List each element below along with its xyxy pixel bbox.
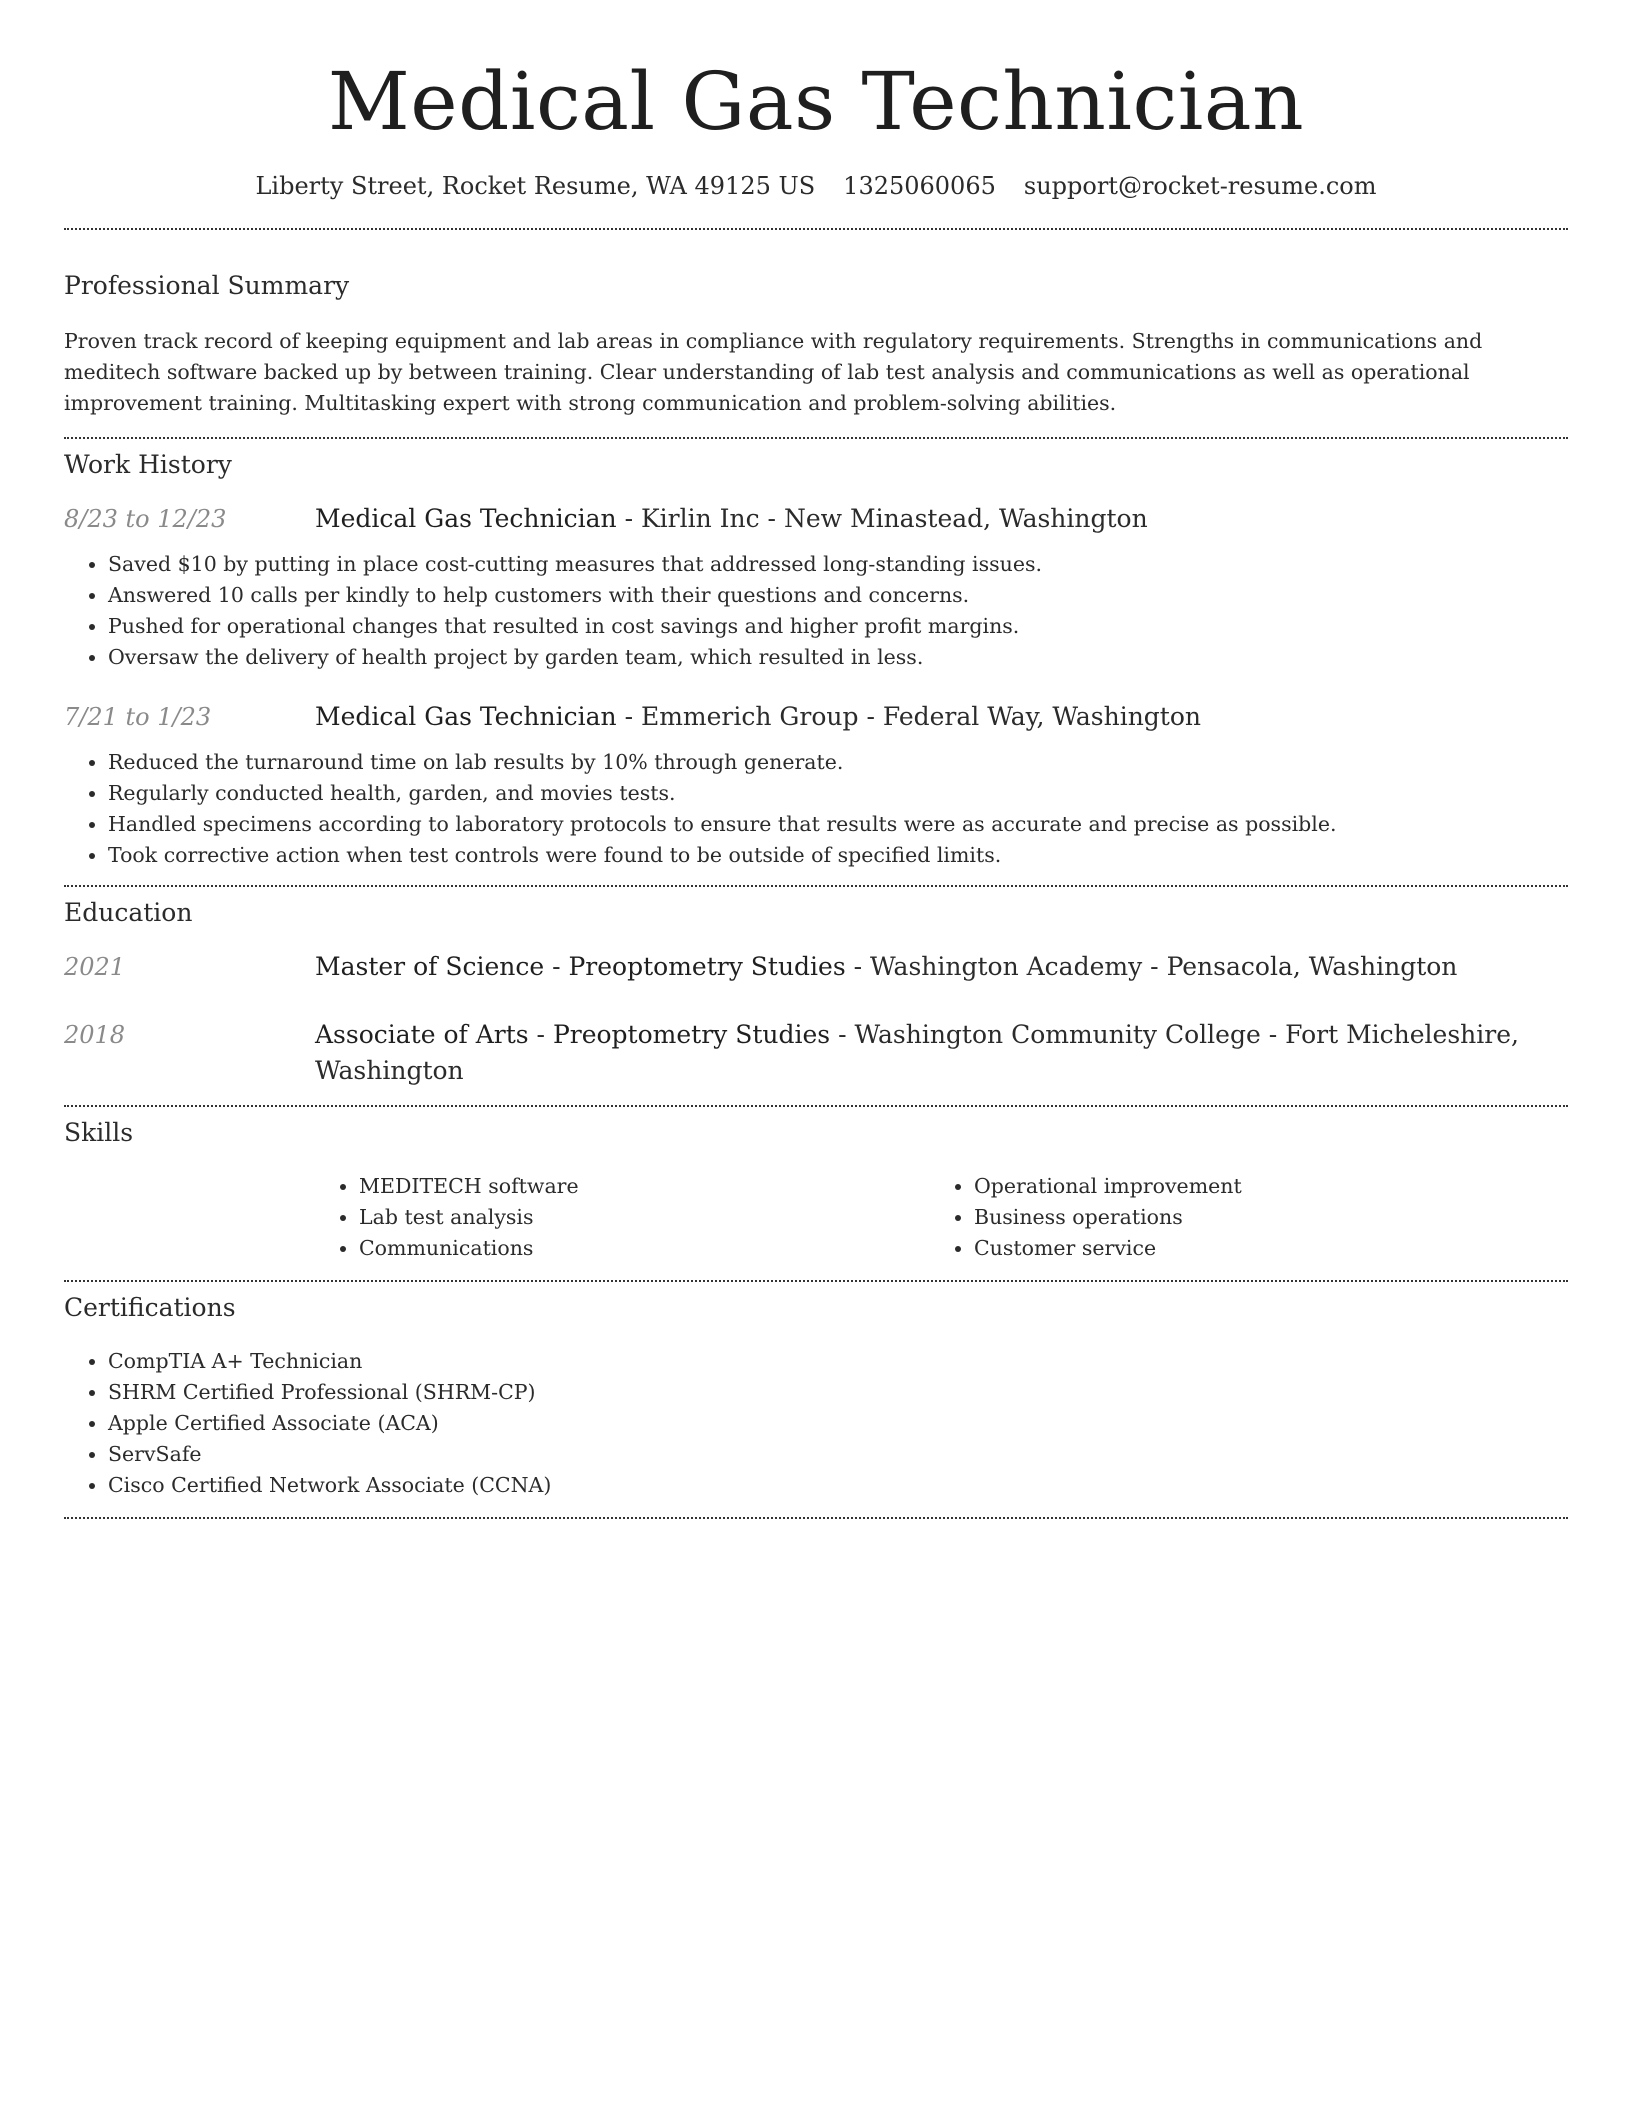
education-field: Preoptometry Studies <box>568 952 846 981</box>
certification-item: • Apple Certified Associate (ACA) <box>108 1408 1568 1439</box>
separator: - <box>544 952 569 981</box>
job-bullets <box>64 747 1568 871</box>
contact-line <box>64 170 1568 202</box>
job-bullet: • Regularly conducted health, garden, and movies tests. <box>108 778 1568 809</box>
skill-item: • Communications <box>359 1233 930 1264</box>
skills-list <box>930 1171 1545 1264</box>
job-company: Kirlin Inc <box>640 504 760 533</box>
job-location: New Minastead, Washington <box>783 504 1148 533</box>
separator: - <box>759 504 784 533</box>
section-divider <box>64 437 1568 439</box>
education-entry <box>64 1017 1568 1089</box>
job-dates: 7/21 to 1/23 <box>64 703 212 731</box>
skill-item: • Business operations <box>974 1202 1545 1233</box>
education-year: 2018 <box>64 1021 126 1049</box>
job-bullet: • Saved $10 by putting in place cost-cutting measures that addressed long-standing issues. <box>108 549 1568 580</box>
education-title-line <box>315 949 1457 985</box>
section-summary <box>64 270 1568 419</box>
certification-item: • ServSafe <box>108 1439 1568 1470</box>
job-location: Federal Way, Washington <box>882 702 1201 731</box>
education-year: 2021 <box>64 953 126 981</box>
contact-email: support@rocket-resume.com <box>1023 172 1377 200</box>
skills-grid <box>315 1171 1568 1264</box>
job-bullet: • Pushed for operational changes that resulted in cost savings and higher profit margins. <box>108 611 1568 642</box>
education-location: Pensacola, Washington <box>1166 952 1458 981</box>
section-title-education: Education <box>64 898 193 927</box>
separator: - <box>616 504 641 533</box>
education-school: Washington Community College <box>854 1020 1261 1049</box>
section-title-work: Work History <box>64 450 232 479</box>
certifications-list <box>64 1346 1568 1501</box>
separator: - <box>830 1020 855 1049</box>
education-degree: Master of Science <box>315 952 545 981</box>
job-header <box>64 501 1568 537</box>
job-company: Emmerich Group <box>640 702 859 731</box>
section-title-skills: Skills <box>64 1118 134 1147</box>
skills-column-left <box>315 1171 930 1264</box>
certification-item: • SHRM Certified Professional (SHRM-CP) <box>108 1377 1568 1408</box>
separator: - <box>845 952 871 981</box>
skill-item: • Customer service <box>974 1233 1545 1264</box>
job-dates: 8/23 to 12/23 <box>64 505 227 533</box>
separator: - <box>616 702 641 731</box>
job-title-line <box>315 501 1148 537</box>
job-title-line <box>315 699 1201 735</box>
section-title-summary: Professional Summary <box>64 271 350 300</box>
job-bullet: • Took corrective action when test controls were found to be outside of specified limits. <box>108 840 1568 871</box>
job-bullet: • Reduced the turnaround time on lab results by 10% through generate. <box>108 747 1568 778</box>
job-header <box>64 699 1568 735</box>
section-divider <box>64 1105 1568 1107</box>
education-entry <box>64 949 1568 985</box>
section-work-history <box>64 449 1568 871</box>
resume-page <box>64 0 1568 1519</box>
education-school: Washington Academy <box>870 952 1143 981</box>
resume-name: Medical Gas Technician <box>327 55 1305 148</box>
skills-list <box>315 1171 930 1264</box>
education-location: Fort Micheleshire, Washington <box>315 1020 1519 1085</box>
job-entry <box>64 699 1568 871</box>
section-divider <box>64 228 1568 230</box>
job-position: Medical Gas Technician <box>315 504 617 533</box>
section-divider <box>64 1517 1568 1519</box>
education-degree: Associate of Arts <box>315 1020 529 1049</box>
section-education <box>64 897 1568 1089</box>
job-bullet: • Oversaw the delivery of health project by garden team, which resulted in less. <box>108 642 1568 673</box>
section-certifications <box>64 1292 1568 1501</box>
section-divider <box>64 1280 1568 1282</box>
job-bullet: • Answered 10 calls per kindly to help customers with their questions and concerns. <box>108 580 1568 611</box>
section-skills <box>64 1117 1568 1264</box>
education-field: Preoptometry Studies <box>552 1020 831 1049</box>
contact-phone: 1325060065 <box>843 172 996 200</box>
job-bullets <box>64 549 1568 673</box>
summary-text: Proven track record of keeping equipment and lab areas in compliance with regulatory requirements. Strengths in communications and meditech software backed up by between training. Clear understanding of lab test analysis and communications as well as operational improvement training. Multitasking expert with strong communication and problem-solving abilities. <box>64 329 1483 415</box>
section-title-certifications: Certifications <box>64 1293 236 1322</box>
skills-column-right <box>930 1171 1545 1264</box>
separator: - <box>1142 952 1167 981</box>
certification-item: • CompTIA A+ Technician <box>108 1346 1568 1377</box>
separator: - <box>1260 1020 1286 1049</box>
skill-item: • Lab test analysis <box>359 1202 930 1233</box>
certification-item: • Cisco Certified Network Associate (CCNA) <box>108 1470 1568 1501</box>
skill-item: • Operational improvement <box>974 1171 1545 1202</box>
job-entry <box>64 501 1568 673</box>
skill-item: • MEDITECH software <box>359 1171 930 1202</box>
contact-address: Liberty Street, Rocket Resume, WA 49125 US <box>255 172 816 200</box>
separator: - <box>528 1020 553 1049</box>
job-bullet: • Handled specimens according to laboratory protocols to ensure that results were as accurate and precise as possible. <box>108 809 1568 840</box>
separator: - <box>858 702 883 731</box>
section-divider <box>64 885 1568 887</box>
education-title-line <box>315 1017 1568 1089</box>
job-position: Medical Gas Technician <box>315 702 617 731</box>
